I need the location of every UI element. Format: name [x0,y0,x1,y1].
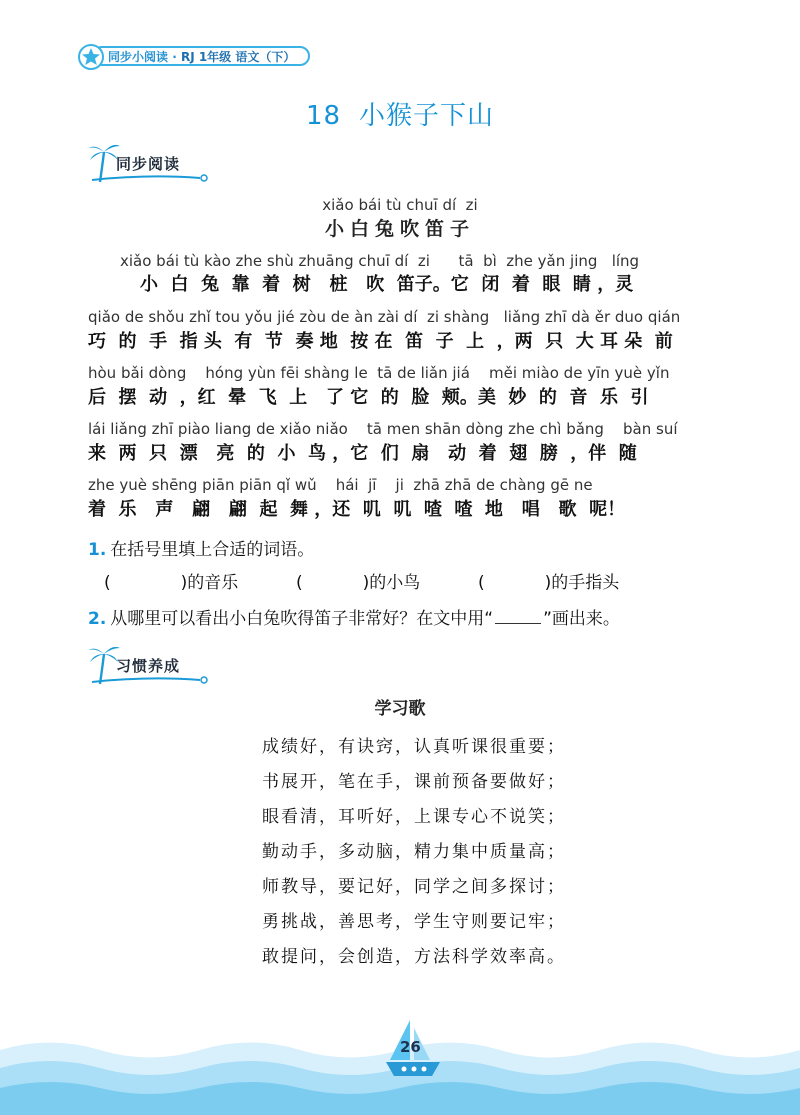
fill-item-1-open: ( [104,573,111,593]
fill-item-3-close: ) [544,573,552,593]
fill-item-3-text: 的手指头 [551,573,620,593]
reading-pinyin-line-3: hòu bǎi dòng hóng yùn fēi shàng le tā de liǎn jiá měi miào de yīn yuè yǐn [88,364,670,382]
song-line-2: 书展开，笔在手，课前预备要做好； [262,772,566,792]
reading-pinyin-line-4: lái liǎng zhī piào liang de xiǎo niǎo tā men shān dòng zhe chì bǎng bàn suí [88,420,678,438]
section-reading-header [88,140,218,184]
fill-item-3-open: ( [478,573,485,593]
reading-pinyin-line-1: xiǎo bái tù kào zhe shù zhuāng chuī dí zi tā bì zhe yǎn jing líng [120,252,640,270]
fill-item-1[interactable] [104,568,238,593]
reading-text-line-4: 来 两 只 漂 亮 的 小 鸟 ，它 们 扇 动 着 翅 膀 ，伴 随 [88,443,637,464]
song-title: 学习歌 [374,699,426,719]
header-text [108,48,295,65]
fill-item-3[interactable] [478,568,619,593]
reading-text-line-3: 后 摆 动 ，红 晕 飞 上 了 它 的 脸 颊。美 妙 的 音 乐 引 [88,387,649,408]
question-1 [88,535,314,560]
reading-pinyin-line-2: qiǎo de shǒu zhǐ tou yǒu jié zòu de àn zài dí zi shàng liǎng zhī dà ěr duo qián [88,308,681,326]
reading-text-line-2: 巧 的 手 指 头 有 节 奏 地 按 在 笛 子 上 ，两 只 大 耳 朵 前 [88,331,673,352]
section-habit-label: 习惯养成 [116,657,181,675]
lesson-title-text: 小猴子下山 [359,101,495,131]
section-habit-header [88,642,218,686]
song-line-5: 师教导，要记好，同学之间多探讨； [262,877,566,897]
song-line-6: 勇挑战，善思考，学生守则要记牢； [262,912,566,932]
question-1-text: 在括号里填上合适的词语。 [110,540,315,560]
fill-item-1-close: ) [180,573,188,593]
underline-blank [495,609,541,624]
header-brand: 同步小阅读 [108,50,169,64]
section-reading-label: 同步阅读 [116,155,181,173]
song-line-1: 成绩好，有诀窍，认真听课很重要； [262,737,566,757]
fill-item-2[interactable] [296,568,420,593]
reading-text-line-1: 小 白 兔 靠 着 树 桩 吹 笛子。它 闭 着 眼 睛 ，灵 [140,274,634,295]
page-number: 26 [400,1038,421,1056]
lesson-number: 18 [305,101,342,131]
question-2 [88,604,620,629]
fill-item-2-close: ) [362,573,370,593]
question-1-number: 1. [88,540,107,560]
question-2-text-after: ”画出来。 [543,609,620,629]
reading-pinyin-line-5: zhe yuè shēng piān piān qǐ wǔ hái jī ji zhā zhā de chàng gē ne [88,476,593,494]
fill-item-2-open: ( [296,573,303,593]
reading-title-pinyin: xiǎo bái tù chuī dí zi [322,196,478,214]
header-grade: RJ 1年级 语文（下） [180,50,296,64]
fill-item-1-text: 的音乐 [187,573,239,593]
question-2-number: 2. [88,609,107,629]
song-line-7: 敢提问，会创造，方法科学效率高。 [262,947,566,967]
song-line-3: 眼看清，耳听好，上课专心不说笑； [262,807,566,827]
book-header [78,44,318,68]
lesson-title [0,95,800,132]
reading-title: 小白兔吹笛子 [324,218,475,240]
song-line-4: 勤动手，多动脑，精力集中质量高； [262,842,566,862]
header-separator: · [172,50,177,64]
fill-item-2-text: 的小鸟 [369,573,421,593]
book-logo-icon [78,44,104,70]
reading-text-line-5: 着 乐 声 翩 翩 起 舞 ，还 叽 叽 喳 喳 地 唱 歌 呢！ [88,499,626,520]
question-2-text-before: 从哪里可以看出小白兔吹得笛子非常好？在文中用“ [110,609,494,629]
